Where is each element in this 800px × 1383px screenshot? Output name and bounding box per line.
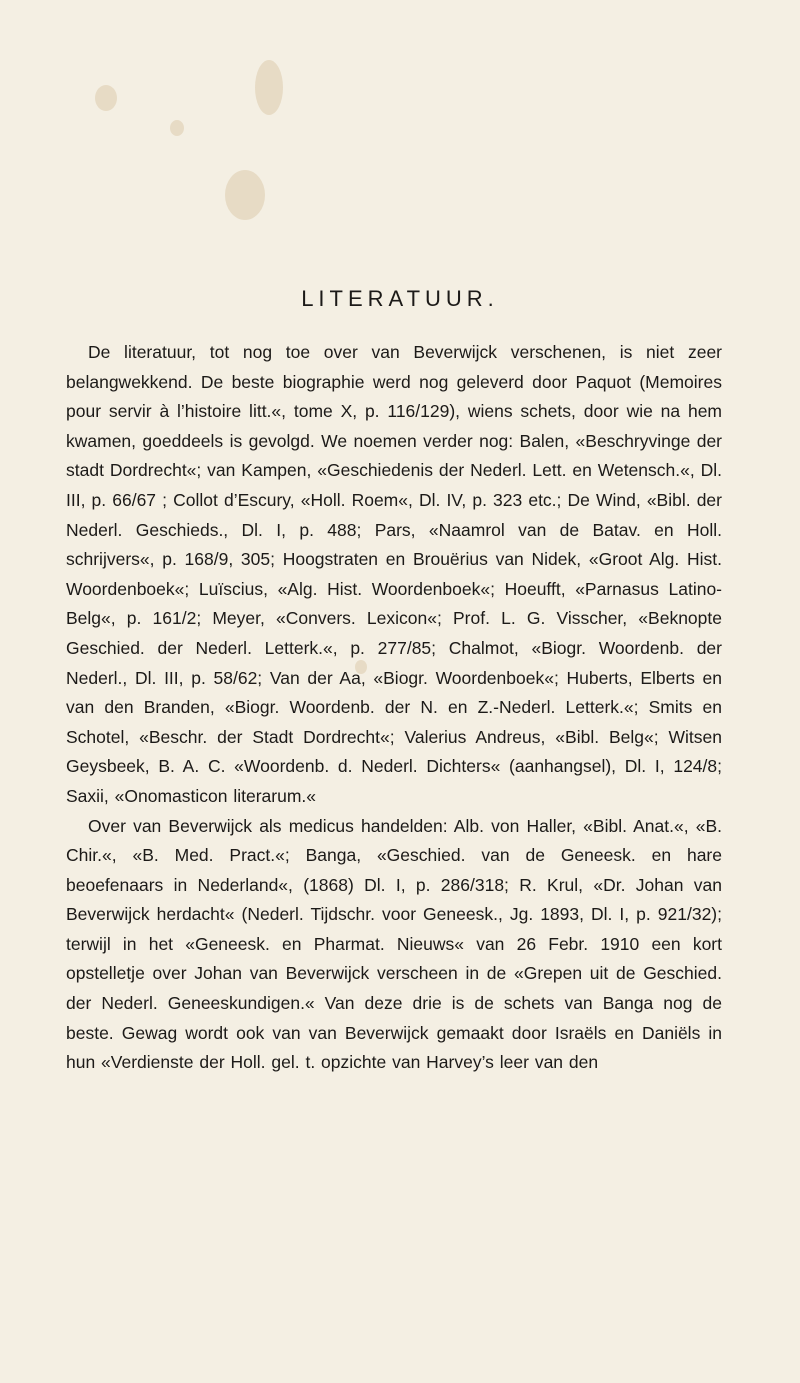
paper-stain: [170, 120, 184, 136]
paper-stain: [255, 60, 283, 115]
page-title: LITERATUUR.: [301, 286, 499, 311]
paragraph: Over van Beverwijck als medicus handelden: Alb. von Haller, «Bibl. Anat.«, «B. Chir.«, «B. Med. Pract.«; Banga, «Geschied. van de Geneesk. en hare beoefenaars in Nederland«, (1868) Dl. I, p. 286/318; R. Krul, «Dr. Johan van Beverwijck herdacht« (Nederl. Tijdschr. voor Geneesk., Jg. 1893, Dl. I, p. 921/32); terwijl in het «Geneesk. en Pharmat. Nieuws« van 26 Febr. 1910 een kort opstelletje over Johan van Beverwijck verscheen in de «Grepen uit de Geschied. der Nederl. Geneeskundigen.« Van deze drie is de schets van Banga nog de beste. Gewag wordt ook van van Beverwijck gemaakt door Israëls en Daniëls in hun «Verdienste der Holl. gel. t. opzichte van Harvey’s leer van den: [66, 815, 722, 1073]
paper-stain: [95, 85, 117, 111]
paragraph: De literatuur, tot nog toe over van Beverwijck verschenen, is niet zeer belangwekkend. De beste biographie werd nog geleverd door Paquot (Memoires pour servir à l’histoire litt.«, tome X, p. 116/129), wiens schets, door wie na hem kwamen, goeddeels is gevolgd. We noemen verder nog: Balen, «Beschryvinge der stadt Dordrecht«; van Kampen, «Geschiedenis der Nederl. Lett. en Wetensch.«, Dl. III, p. 66/67 ; Collot d’Escury, «Holl. Roem«, Dl. IV, p. 323 etc.; De Wind, «Bibl. der Nederl. Geschieds., Dl. I, p. 488; Pars, «Naamrol van de Batav. en Holl. schrijvers«, p. 168/9, 305; Hoogstraten en Brouërius van Nidek, «Groot Alg. Hist. Woordenboek«; Luïscius, «Alg. Hist. Woordenboek«; Hoeufft, «Parnasus Latino-Belg«, p. 161/2; Meyer, «Convers. Lexicon«; Prof. L. G. Visscher, «Beknopte Geschied. der Nederl. Letterk.«, p. 277/85; Chalmot, «Biogr. Woordenb. der Nederl., Dl. III, p. 58/62; Van der Aa, «Biogr. Woordenboek«; Huberts, Elberts en van den Branden, «Biogr. Woordenb. der N. en Z.-Nederl. Letterk.«; Smits en Schotel, «Beschr. der Stadt Dordrecht«; Valerius Andreus, «Bibl. Belg«; Witsen Geysbeek, B. A. C. «Woordenb. d. Nederl. Dichters« (aanhangsel), Dl. I, 124/8; Saxii, «Onomasticon literarum.«: [66, 342, 722, 806]
body-text: [66, 338, 722, 1078]
paper-stain: [225, 170, 265, 220]
